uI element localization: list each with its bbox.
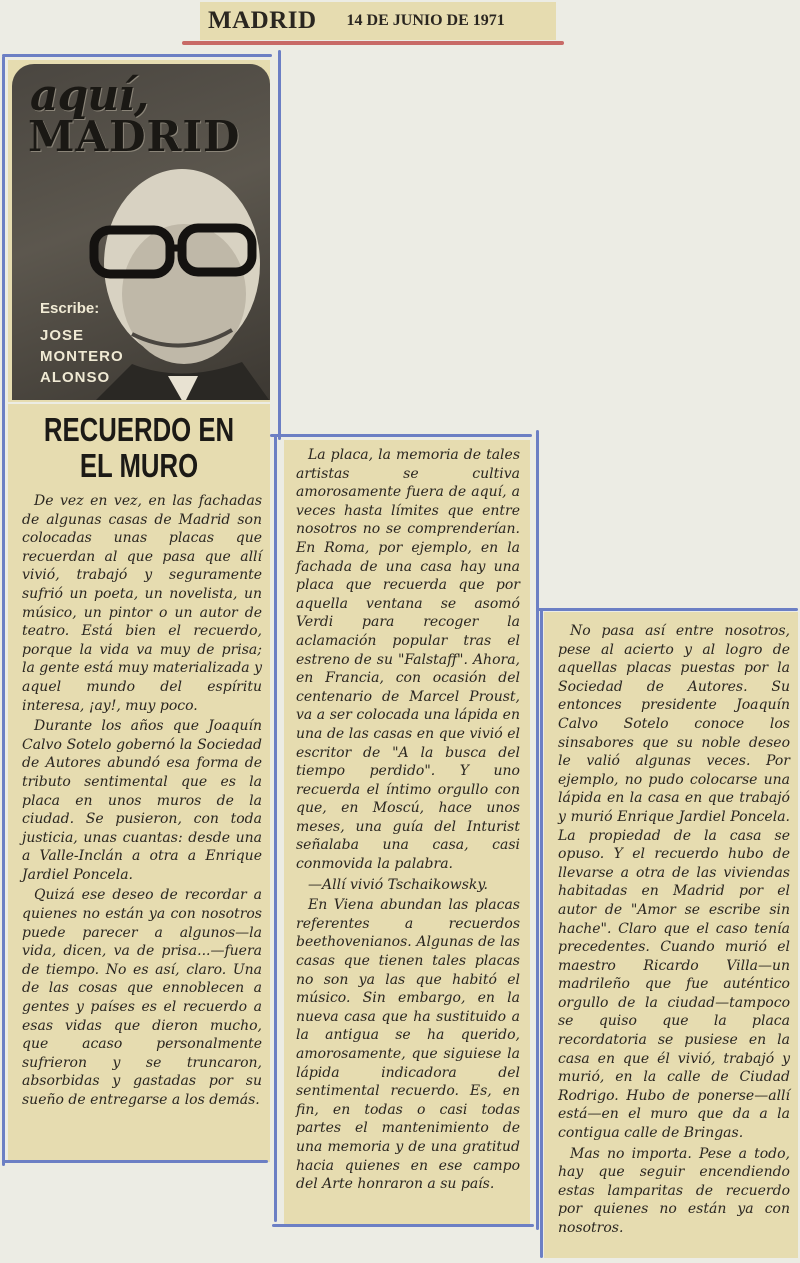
- masthead-line1: aquí,: [30, 70, 149, 121]
- paragraph: Quizá ese deseo de recordar a quienes no están ya con nosotros puede parecer a algunos—la vida, dicen, va de prisa...—fuera de tiempo. No es así, claro. Una de las cosas que ennoblecen a gentes y países es el recuerdo a esas vidas que dieron mucho, que acaso personalmente sufrieron y se truncaron, absorbidas y gastadas por su sueño de entregarse a los demás.: [22, 887, 262, 1108]
- blue-pencil-line: [536, 430, 539, 1230]
- byline-name-line1: JOSE: [40, 327, 85, 344]
- quote-line: —Allí vivió Tschaikowsky.: [308, 876, 488, 893]
- paragraph: No pasa así entre nosotros, pese al acierto y al logro de aquellas placas puestas por la Sociedad de Autores. Su entonces presidente Joaquín Calvo Sotelo conoce los sinsabores que su noble deseo le valió algunas veces. Por ejemplo, no pudo colocarse una lápida en la casa en que trabajó y murió Enrique Jardiel Poncela. La propiedad de la casa se opuso. Y el recuerdo hubo de llevarse a otra de las viviendas habitadas en Madrid por el autor de "Amor se escribe sin hache". Claro que el caso tenía precedentes. Cuando murió el maestro Ricardo Villa—un madrileño que fue auténtico orgullo de la ciudad—tampoco se quiso que la placa recordatoria se pusiese en la casa en que él vivió, trabajó y murió, en la calle de Ciudad Rodrigo. Hubo de ponerse—allí está—en el muro que da a la contigua calle de Bringas.: [558, 623, 790, 1142]
- byline-label: Escribe:: [40, 300, 100, 317]
- author-photo-box: [8, 60, 270, 402]
- blue-pencil-line: [540, 608, 543, 1258]
- blue-pencil-line: [2, 54, 272, 57]
- paragraph: De vez en vez, en las fachadas de algunas casas de Madrid son colocadas unas placas que recuerdan al que pasa que allí vivió, trabajó y seguramente sufrió un poeta, un novelista, un músico, un pintor o un autor de teatro. Está bien el recuerdo, porque la vida va muy de prisa; la gente está muy materializada y aquel mundo del espíritu interesa, ¡ay!, muy poco.: [22, 493, 262, 714]
- blue-pencil-line: [274, 436, 277, 1222]
- paragraph: Mas no importa. Pese a todo, hay que seguir encendiendo estas lamparitas de recuerdo por quienes no están ya con nosotros.: [558, 1145, 790, 1236]
- blue-pencil-line: [2, 56, 5, 1166]
- article-column-1: [8, 404, 270, 1162]
- byline-name-line2: MONTERO: [40, 348, 124, 365]
- header-city: MADRID: [208, 7, 317, 34]
- header-date: 14 DE JUNIO DE 1971: [346, 12, 505, 29]
- blue-pencil-line: [272, 1224, 534, 1227]
- article-title: RECUERDO EN EL MURO: [43, 411, 235, 484]
- blue-pencil-line: [278, 50, 281, 440]
- header-clipping: [200, 2, 556, 40]
- author-photo: [12, 64, 270, 400]
- masthead-line2: MADRID: [28, 112, 241, 161]
- blue-pencil-line: [2, 1160, 268, 1163]
- paragraph: En Viena abundan las placas referentes a recuerdos beethovenianos. Algunas de las casas que tienen tales placas no son ya las que habitó el músico. Sin embargo, en la nueva casa que ha sustituido a la antigua se ha querido, amorosamente, que siguiese la lápida indicadora del sentimental recuerdo. Es, en fin, en todas o casi todas partes el mantenimiento de una memoria y de una gratitud hacia quienes en ese campo del Arte honraron a su país.: [296, 897, 520, 1193]
- byline-name-line3: ALONSO: [40, 369, 111, 386]
- paragraph: La placa, la memoria de tales artistas se cultiva amorosamente fuera de aquí, a veces hasta límites que entre nosotros no se comprenderían. En Roma, por ejemplo, en la fachada de una casa hay una placa que recuerda que por aquella ventana se asomó Verdi para recoger la aclamación popular tras el estreno de su "Falstaff". Ahora, en Francia, con ocasión del centenario de Marcel Proust, va a ser colocada una lápida en una de las casas en que vivió el escritor de "A la busca del tiempo perdido". Y uno recuerda el íntimo orgullo con que, en Moscú, hace unos meses, una guía del Inturist señalaba una casa, casi conmovida la palabra.: [296, 447, 520, 873]
- article-column-3: [544, 612, 798, 1258]
- blue-pencil-line: [536, 608, 798, 611]
- article-column-2: [284, 440, 530, 1226]
- paragraph: Durante los años que Joaquín Calvo Sotelo gobernó la Sociedad de Autores abundó esa forma de tributo sentimental que es la placa en unos muros de la ciudad. Se pusieron, con toda justicia, unas cuantas: desde una a Valle-Inclán a otra a Enrique Jardiel Poncela.: [22, 718, 262, 883]
- blue-pencil-line: [270, 434, 532, 437]
- byline: [40, 300, 124, 388]
- red-pencil-underline: [182, 41, 564, 45]
